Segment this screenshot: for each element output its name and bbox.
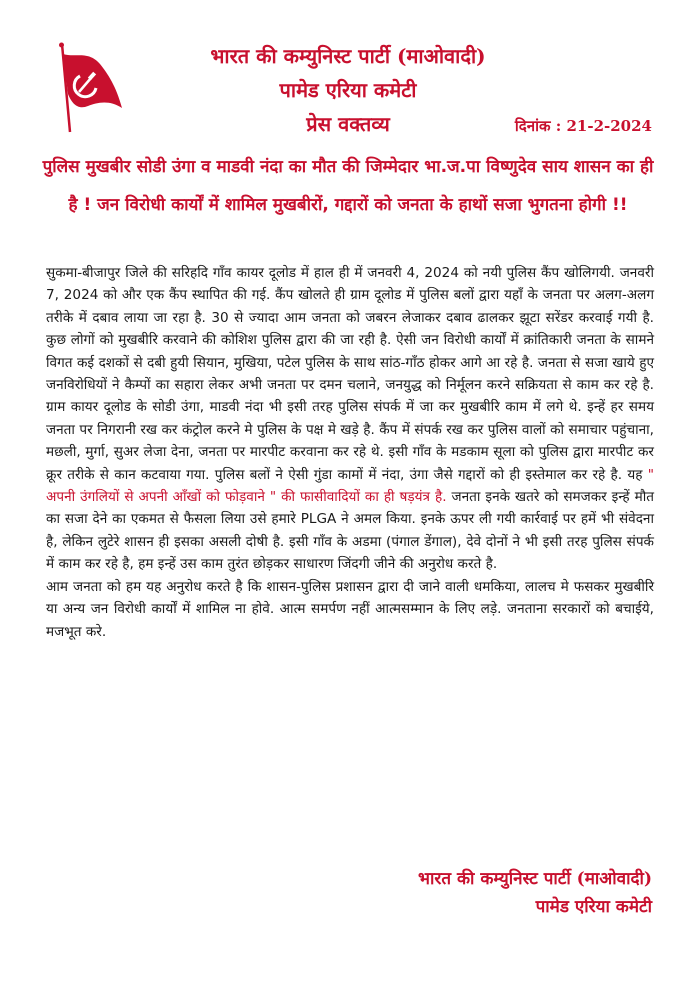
date-label: दिनांक : 21-2-2024 bbox=[514, 117, 652, 135]
body-paragraph-2: आम जनता को हम यह अनुरोध करते है कि शासन-पुलिस प्रशासन द्वारा दी जाने वाली धमकिया, लालच मे फसकर मुखबीरि या अन्य जन विरोधी कार्यों में शामिल ना होवे. आत्म समर्पण नहीं आत्मसम्मान के लिए लड़े. जनताना सरकारों को बचाईये, मजभूत करे. bbox=[46, 578, 654, 640]
body-quote-highlight: " अपनी उंगलियों से अपनी आँखों को फोड़वाने " की फासीवादियों का ही षड़यंत्र है. bbox=[46, 466, 654, 506]
body-paragraph-1-text-a: सुकमा-बीजापुर जिले की सरिहदि गाँव कायर दूलोड में हाल ही में जनवरी 4, 2024 को नयी पुलिस कैंप खोलिगयी. जनवरी 7, 2024 को और एक कैंप स्थापित की गई. कैंप खोलते ही ग्राम दूलोड में पुलिस बलों द्वारा यहाँ के जनता पर अलग-अलग तरीके में दबाव लाया जा रहा है. 30 से ज्यादा आम जनता को जबरन लेजाकर दबाव ढालकर झूटा सरेंडर करवाई गयी है. कुछ लोगों को मुखबीरि करवाने की कोशिश पुलिस द्वारा की जा रही है. ऐसी जन विरोधी कार्यों में क्रांतिकारी जनता के सामने विगत कई दशकों से दबी हुयी सियान, मुखिया, पटेल पुलिस के साथ सांठ-गाँठ होकर आगे आ रहे है. जनता से सजा खाये हुए जनविरोधियों ने कैम्पों का सहारा लेकर अभी जनता पर दमन चलाने, जनयुद्ध को निर्मूलन करने सक्रियता से काम कर रहे है. ग्राम कायर दूलोड के सोडी उंगा, माडवी नंदा भी इसी तरह पुलिस संपर्क में जा कर मुखबीरि काम में लगे थे. इन्हें हर समय जनता पर निगरानी रख कर कंट्रोल करने मे पुलिस के पक्ष मे खड़े है. कैंप में संपर्क रख कर पुलिस वालों को समाचार पहुंचाना, मछली, मुर्गा, सुअर लेजा देना, जनता पर मारपीट करवाना कर रहे थे. इसी गाँव के मडकाम सूला को पुलिस द्वारा मारपीट कर क्रूर तरीके से कान कटवाया गया. पुलिस बलों ने ऐसी गुंडा कामों में नंदा, उंगा जैसे गद्दारों को ही इस्तेमाल कर रहे है. यह bbox=[46, 265, 654, 483]
doc-type-heading: प्रेस वक्तव्य bbox=[306, 112, 390, 136]
statement-headline: पुलिस मुखबीर सोडी उंगा व माडवी नंदा का मौत की जिम्मेदार भा.ज.पा विष्णुदेव साय शासन का ही है ! जन विरोधी कार्यों में शामिल मुखबीरों, गद्दारों को जनता के हाथों सजा भुगतना होगी !! bbox=[42, 157, 654, 215]
body-paragraph-1 bbox=[46, 262, 654, 576]
body-paragraph-1-text-b: जनता इनके खतरे को समजकर इन्हें मौत का सजा देने का एकमत से फैसला लिया उसे हमारे PLGA ने अमल किया. इनके ऊपर ली गयी कार्रवाई पर हमें भी संवेदना है, लेकिन लुटेरे शासन ही इसका असली दोषी है. इसी गाँव के अडमा (पंगाल डेंगाल), देवे दोनों ने भी इसी तरह पुलिस संपर्क में काम कर रहे है, हम इन्हें उस काम तुरंत छोड़कर साधारण जिंदगी जीने की अनुरोध करते है. bbox=[46, 489, 654, 573]
signature-committee: पामेड एरिया कमेटी bbox=[535, 897, 652, 917]
signature-org-name: भारत की कम्युनिस्ट पार्टी (माओवादी) bbox=[418, 869, 652, 889]
committee-heading: पामेड एरिया कमेटी bbox=[279, 78, 417, 102]
org-name-heading: भारत की कम्युनिस्ट पार्टी (माओवादी) bbox=[210, 44, 486, 68]
statement-body bbox=[46, 262, 654, 643]
